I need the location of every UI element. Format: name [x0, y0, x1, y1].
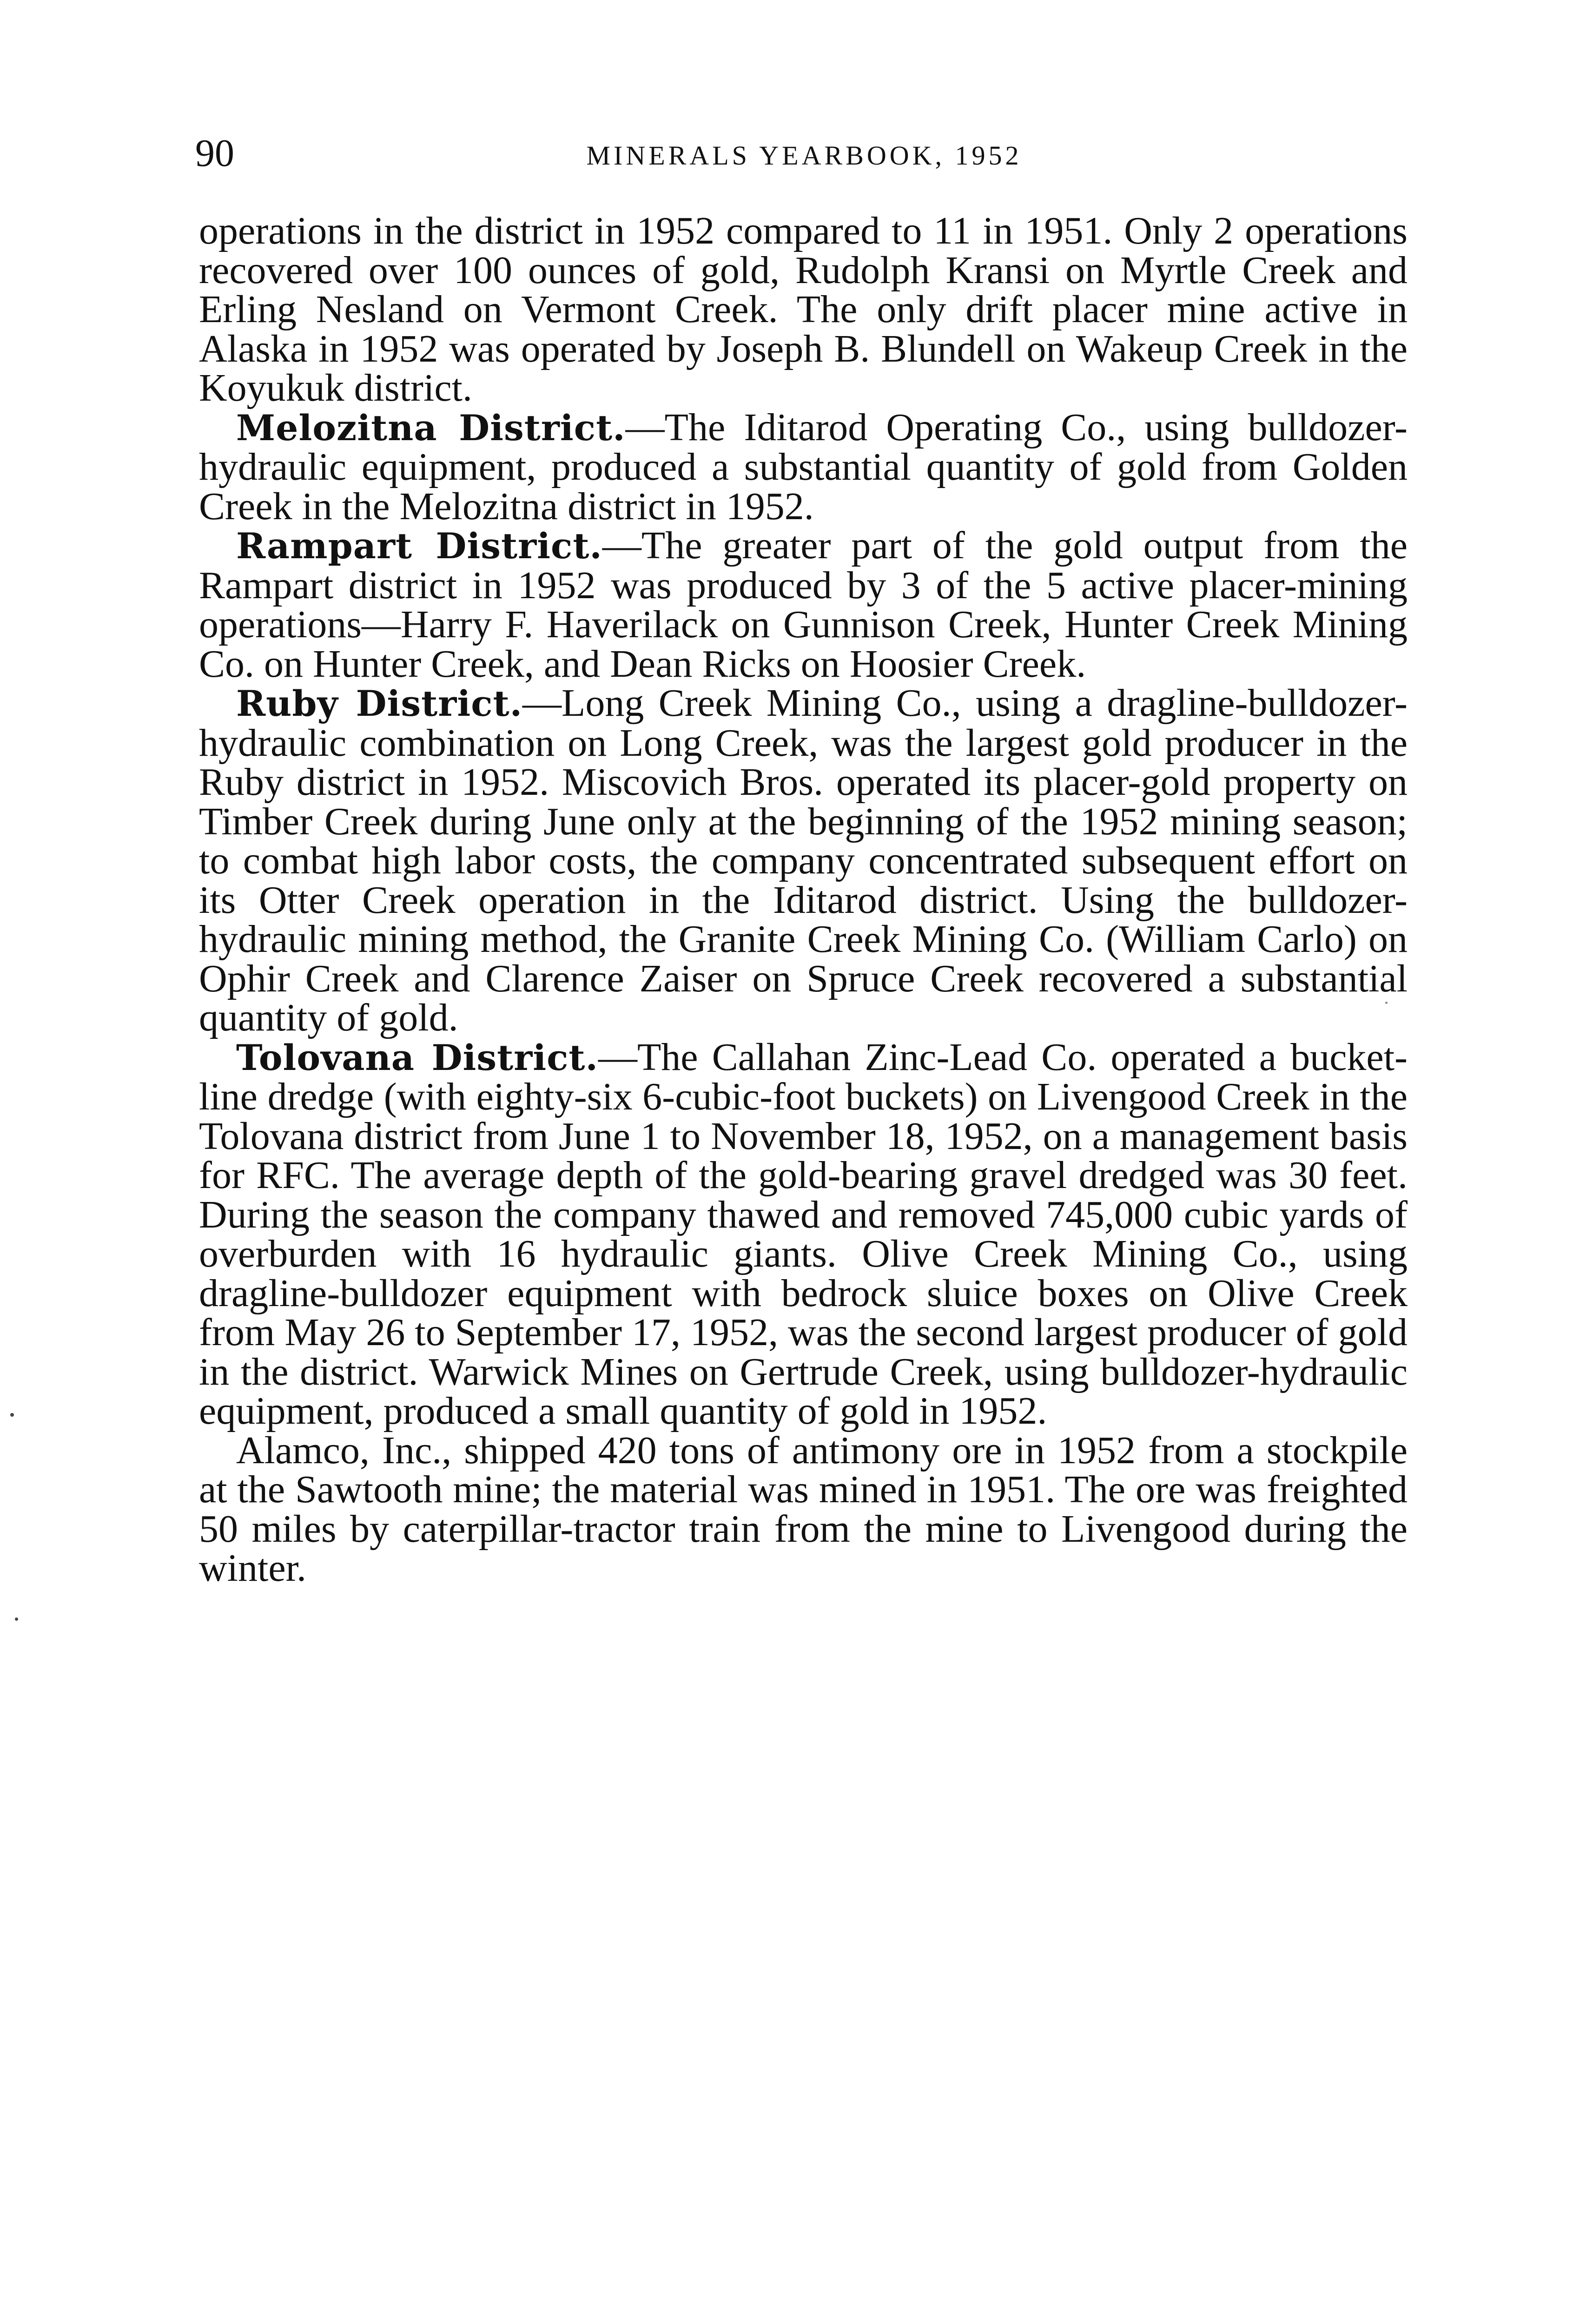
paragraph-text: operations in the district in 1952 compared to 11 in 1951. Only 2 operations recovered over 100 ounces of gold, Rudolph Kransi on Myrtle Creek and Erling Nesland on Vermont Creek. The only drift placer mine active in Alaska in 1952 was operated by Joseph B. Blundell on Wakeup Creek in the Koyukuk district. [199, 209, 1408, 409]
running-head [195, 130, 1413, 186]
paragraph-text: —The Callahan Zinc-Lead Co. operated a bucket-line dredge (with eighty-six 6-cubic-foot buckets) on Livengood Creek in the Tolovana district from June 1 to November 18, 1952, on a management basis for RFC. The average depth of the gold-bearing gravel dredged was 30 feet. During the season the company thawed and removed 745,000 cubic yards of overburden with 16 hydraulic giants. Olive Creek Mining Co., using dragline-bulldozer equipment with bedrock sluice boxes on Olive Creek from May 26 to September 17, 1952, was the second largest producer of gold in the district. Warwick Mines on Gertrude Creek, using bulldozer-hydraulic equipment, produced a small quantity of gold in 1952. [199, 1035, 1408, 1433]
paragraph-koyukuk-continued [199, 211, 1408, 408]
paragraph-text: Alamco, Inc., shipped 420 tons of antimony ore in 1952 from a stockpile at the Sawtooth mine; the material was mined in 1951. The ore was freighted 50 miles by caterpillar-tractor train from the mine to Livengood during the winter. [199, 1428, 1408, 1590]
scan-speck [15, 1618, 18, 1621]
section-heading: Rampart District. [236, 525, 602, 567]
section-heading: Tolovana District. [236, 1037, 598, 1078]
running-title: MINERALS YEARBOOK, 1952 [586, 140, 1022, 171]
paragraph-rampart-district [199, 526, 1408, 684]
scan-speck [10, 1413, 14, 1417]
paragraph-tolovana-district [199, 1035, 1408, 1433]
paragraph-ruby-district [199, 681, 1408, 1039]
paragraph-melozitna-district [199, 405, 1408, 528]
paragraph-text: —The greater part of the gold output from the Rampart district in 1952 was produced by 3 of the 5 active placer-mining operations—Harry F. Haverilack on Gunnison Creek, Hunter Creek Mining Co. on Hunter Creek, and Dean Ricks on Hoosier Creek. [199, 524, 1408, 686]
page-number: 90 [195, 132, 234, 175]
paragraph-text: —The Iditarod Operating Co., using bulldozer-hydraulic equipment, produced a substantial quantity of gold from Golden Creek in the Melozitna district in 1952. [199, 405, 1408, 528]
section-heading: Melozitna District. [236, 407, 626, 449]
paragraph-alamco-antimony [199, 1428, 1408, 1590]
scan-speck [1385, 1002, 1388, 1004]
section-heading: Ruby District. [236, 683, 523, 724]
body-text [199, 211, 1408, 1588]
paragraph-text: —Long Creek Mining Co., using a dragline-bulldozer-hydraulic combination on Long Creek, was the largest gold producer in the Ruby district in 1952. Miscovich Bros. operated its placer-gold property on Timber Creek during June only at the beginning of the 1952 mining season; to combat high labor costs, the company concentrated subsequent effort on its Otter Creek operation in the Iditarod district. Using the bulldozer-hydraulic mining method, the Granite Creek Mining Co. (William Carlo) on Ophir Creek and Clarence Zaiser on Spruce Creek recovered a substantial quantity of gold. [199, 681, 1408, 1039]
